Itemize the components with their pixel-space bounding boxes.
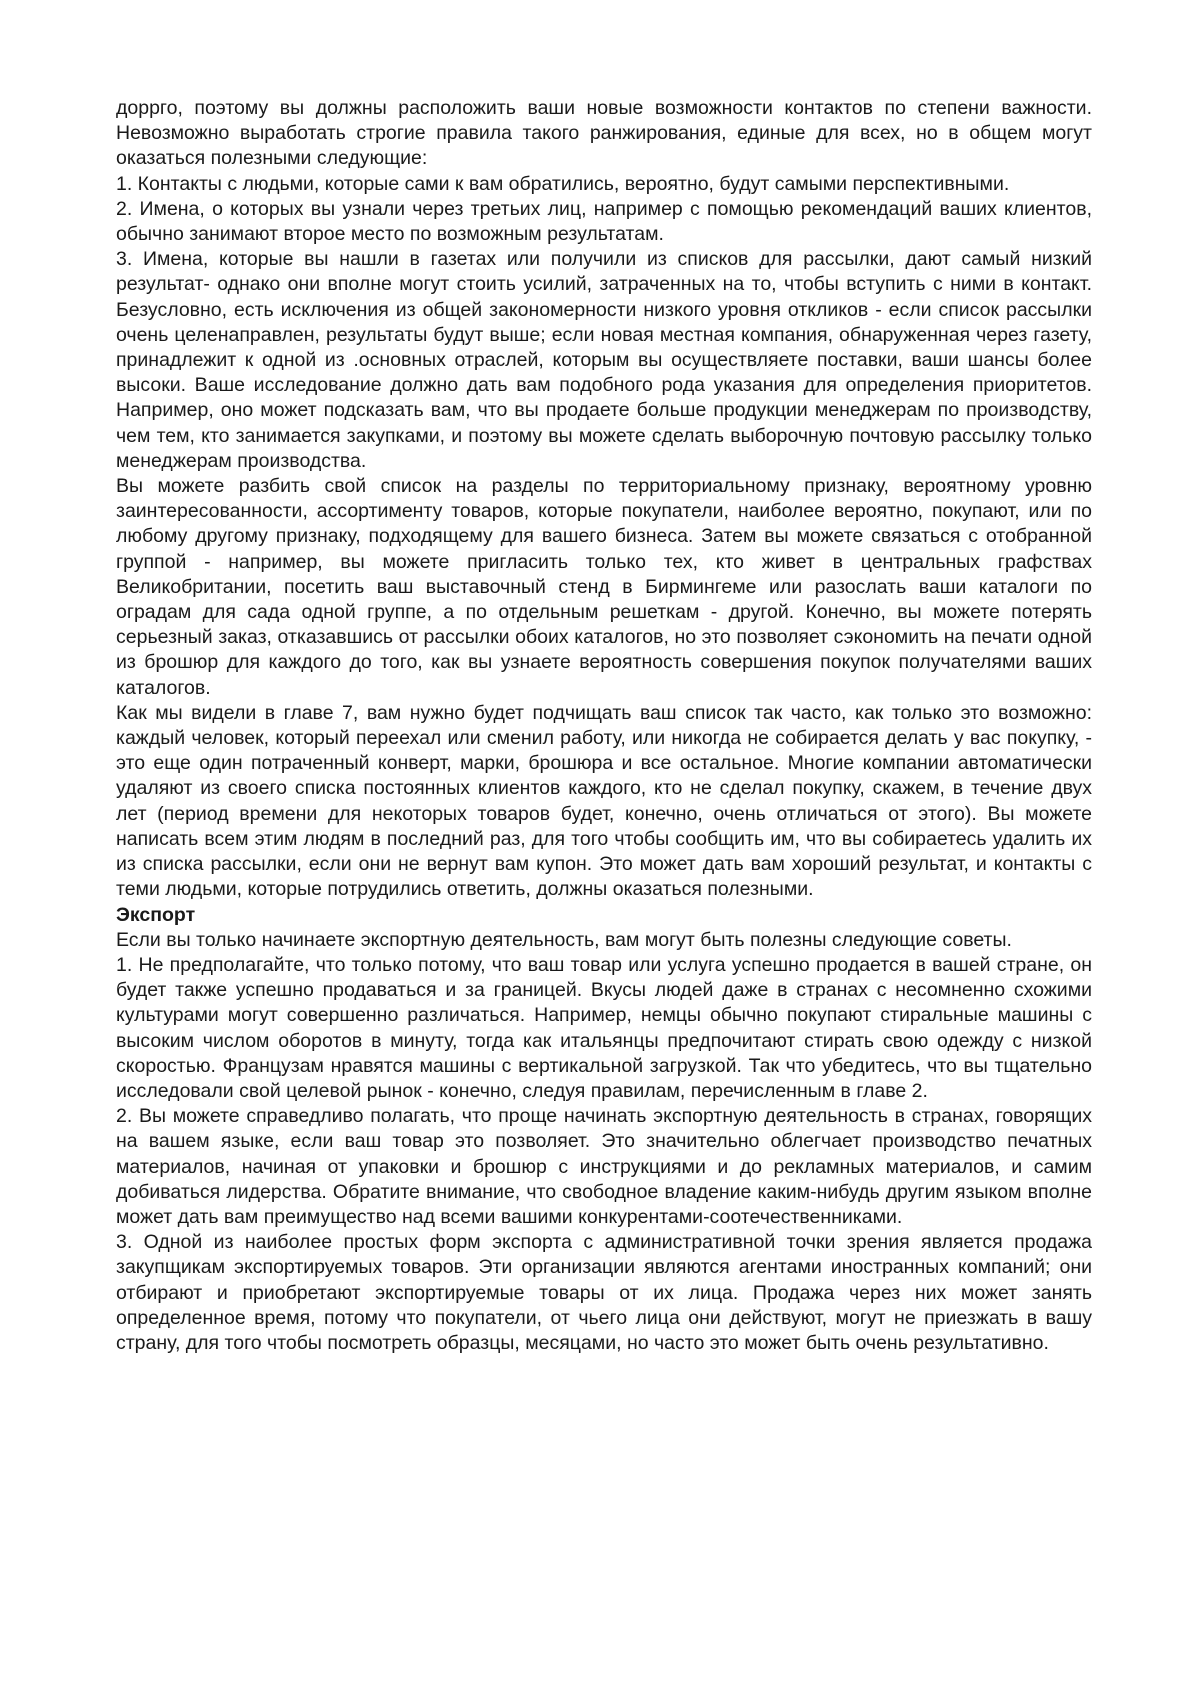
export-tip-3: 3. Одной из наиболее простых форм экспорта с административной точки зрения является продажа закупщикам экспортируемых товаров. Эти организации являются агентами иностранных компаний; они отбирают и приобретают экспортируемые товары от их лица. Продажа через них может занять определенное время, потому что покупатели, от чьего лица они действуют, могут не приезжать в вашу страну, для того чтобы посмотреть образцы, месяцами, но часто это может быть очень результативно. [116, 1231, 1092, 1354]
section-heading-export: Экспорт [116, 903, 196, 926]
paragraph-segmentation: Вы можете разбить свой список на разделы по территориальному признаку, вероятному уровню заинтересованности, ассортименту товаров, которые покупатели, наиболее вероятно, покупают, или по любому другому признаку, подходящему для вашего бизнеса. Затем вы можете связаться с отобранной группой - например, вы можете пригласить только тех, кто живет в центральных графствах Великобритании, посетить ваш выставочный стенд в Бирмингеме или разослать ваши каталоги по оградам для сада одной группе, а по отдельным решеткам - другой. Конечно, вы можете потерять серьезный заказ, отказавшись от рассылки обоих каталогов, но это позволяет сэкономить на печати одной из брошюр для каждого до того, как вы узнаете вероятность совершения покупок получателями ваших каталогов. [116, 475, 1092, 699]
paragraph-list-cleanup: Как мы видели в главе 7, вам нужно будет подчищать ваш список так часто, как только это возможно: каждый человек, который переехал или сменил работу, или никогда не собирается делать у вас покупку, - это еще один потраченный конверт, марки, брошюра и все остальное. Многие компании автоматически удаляют из своего списка постоянных клиентов каждого, кто не сделал покупку, скажем, в течение двух лет (период времени для некоторых товаров будет, конечно, очень отличаться от этого). Вы можете написать всем этим людям в последний раз, для того чтобы сообщить им, что вы собираетесь удалить их из списка рассылки, если они не вернут вам купон. Это может дать вам хороший результат, и контакты с теми людьми, которые потрудились ответить, должны оказаться полезными. [116, 701, 1092, 901]
list-item-2: 2. Имена, о которых вы узнали через третьих лиц, например с помощью рекомендаций ваших клиентов, обычно занимают второе место по возможным результатам. [116, 197, 1092, 246]
list-item-3: 3. Имена, которые вы нашли в газетах или получили из списков для рассылки, дают самый низкий результат- однако они вполне могут стоить усилий, затраченных на то, чтобы вступить с ними в контакт. Безусловно, есть исключения из общей закономерности низкого уровня откликов - если список рассылки очень целенаправлен, результаты будут выше; если новая местная компания, обнаруженная через газету, принадлежит к одной из .основных отраслей, которым вы осуществляете поставки, ваши шансы более высоки. Ваше исследование должно дать вам подобного рода указания для определения приоритетов. Например, оно может подсказать вам, что вы продаете больше продукции менеджерам по производству, чем тем, кто занимается закупками, и поэтому вы можете сделать выборочную почтовую рассылку только менеджерам производства. [116, 248, 1092, 472]
paragraph-intro: доррго, поэтому вы должны расположить ваши новые возможности контактов по степени важности. Невозможно выработать строгие правила такого ранжирования, единые для всех, но в общем могут оказаться полезными следующие: [116, 97, 1092, 170]
document-page [116, 96, 1092, 1356]
list-item-1: 1. Контакты с людьми, которые сами к вам обратились, вероятно, будут самыми перспективными. [116, 172, 1010, 195]
export-tip-2: 2. Вы можете справедливо полагать, что проще начинать экспортную деятельность в странах, говорящих на вашем языке, если ваш товар это позволяет. Это значительно облегчает производство печатных материалов, начиная от упаковки и брошюр с инструкциями и до рекламных материалов, и самим добиваться лидерства. Обратите внимание, что свободное владение каким-нибудь другим языком вполне может дать вам преимущество над всеми вашими конкурентами-соотечественниками. [116, 1105, 1092, 1228]
export-tip-1: 1. Не предполагайте, что только потому, что ваш товар или услуга успешно продается в вашей стране, он будет также успешно продаваться и за границей. Вкусы людей даже в странах с несомненно схожими культурами могут совершенно различаться. Например, немцы обычно покупают стиральные машины с высоким числом оборотов в минуту, тогда как итальянцы предпочитают стирать свою одежду с низкой скоростью. Французам нравятся машины с вертикальной загрузкой. Так что убедитесь, что вы тщательно исследовали свой целевой рынок - конечно, следуя правилам, перечисленным в главе 2. [116, 953, 1092, 1102]
paragraph-export-intro: Если вы только начинаете экспортную деятельность, вам могут быть полезны следующие советы. [116, 928, 1012, 951]
